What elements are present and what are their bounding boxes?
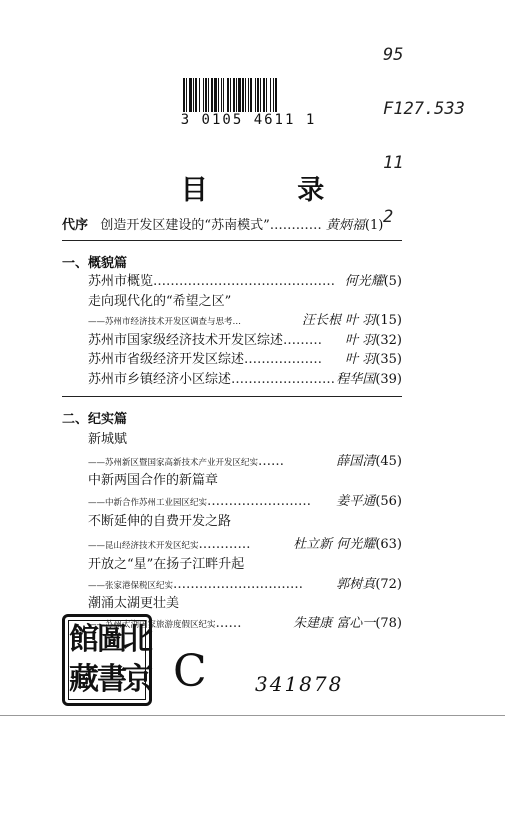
- toc-entry-title: ——张家港保税区纪实: [88, 581, 174, 591]
- toc-entry: [88, 537, 402, 554]
- toc-entry: [88, 577, 402, 594]
- toc-entry-page: (32): [375, 333, 402, 348]
- toc-entry: [88, 294, 231, 310]
- leader-dots: ……………………: [231, 372, 336, 387]
- toc-entry-title: 苏州市省级经济开发区综述: [88, 352, 245, 367]
- toc-entry: [88, 432, 127, 448]
- toc-entry-right: [345, 352, 402, 368]
- handwritten-line: 11: [383, 153, 404, 173]
- toc-entry-page: (5): [383, 274, 402, 289]
- toc-entry-title: ——苏州太湖国家旅游度假区纪实: [88, 620, 216, 630]
- preface-entry: [62, 218, 383, 234]
- toc-entry-title: 不断延伸的自费开发之路: [88, 514, 232, 529]
- leader-dots: ……………………: [207, 494, 312, 509]
- bottom-divider: [0, 715, 505, 716]
- toc-entry-author: 叶 羽: [345, 352, 376, 367]
- divider: [62, 240, 402, 241]
- toc-entry: [88, 514, 231, 530]
- page-title: 目 录: [180, 175, 365, 206]
- toc-entry-title: 开放之“星”在扬子江畔升起: [88, 557, 245, 572]
- leader-dots: ………………: [244, 352, 323, 367]
- toc-entry-author: 郭树真: [336, 577, 376, 592]
- preface-author: 黄炳福: [325, 218, 365, 233]
- stamp-char: 藏: [69, 662, 99, 697]
- toc-entry-title: 潮涌太湖更壮美: [88, 596, 180, 611]
- toc-entry: [88, 454, 402, 471]
- stamp-char: 北: [123, 622, 153, 657]
- toc-entry-right: [293, 616, 402, 632]
- toc-entry-title: 苏州市概览: [88, 274, 154, 289]
- stamp-char: 京: [123, 662, 153, 697]
- toc-entry: [88, 494, 402, 511]
- section-heading: 二、纪实篇: [62, 412, 128, 427]
- call-letter: C: [173, 646, 207, 697]
- toc-entry-right: [302, 313, 402, 329]
- toc-entry-right: [345, 333, 402, 349]
- toc-entry: [88, 596, 179, 612]
- toc-entry-page: (15): [375, 313, 402, 328]
- section-heading: 一、概貌篇: [62, 256, 128, 271]
- preface-label: 代序: [62, 218, 89, 233]
- toc-entry: [88, 352, 402, 368]
- toc-entry: [88, 333, 402, 349]
- toc-entry-right: [336, 454, 402, 470]
- leader-dots: ……: [258, 454, 285, 469]
- leader-dots: ……: [215, 616, 242, 631]
- toc-entry: [88, 473, 218, 489]
- toc-entry-right: [336, 577, 402, 593]
- toc-entry-page: (39): [375, 372, 402, 387]
- toc-entry-author: 汪长根 叶 羽: [302, 313, 376, 328]
- toc-entry-page: (72): [375, 577, 402, 592]
- toc-entry: [88, 372, 402, 388]
- toc-entry-title: ——昆山经济技术开发区纪实: [88, 541, 199, 551]
- divider: [62, 396, 402, 397]
- handwritten-line: 95: [383, 45, 404, 65]
- toc-entry-author: 程华国: [336, 372, 376, 387]
- accession-number: 341878: [255, 672, 344, 696]
- toc-entry-page: (35): [375, 352, 402, 367]
- leader-dots: …………………………: [173, 577, 304, 592]
- toc-entry-title: ——中新合作苏州工业园区纪实: [88, 498, 208, 508]
- stamp-char: 館: [69, 622, 99, 657]
- barcode-number: 3 0105 4611 1: [180, 112, 317, 128]
- toc-entry-page: (45): [375, 454, 402, 469]
- leader-dots: ……………………………………: [153, 274, 336, 289]
- handwritten-call-number: [383, 10, 465, 244]
- leader-dots: …………: [198, 537, 251, 552]
- leader-dots: ………: [283, 333, 323, 348]
- toc-entry-page: (78): [375, 616, 402, 631]
- toc-entry-author: 姜平通: [336, 494, 376, 509]
- toc-entry: [88, 557, 244, 573]
- toc-entry-title: 中新两国合作的新篇章: [88, 473, 219, 488]
- toc-entry-title: 新城赋: [88, 432, 128, 447]
- toc-entry-author: 朱建康 富心一: [293, 616, 376, 631]
- toc-entry-title: 走向现代化的“希望之区”: [88, 294, 232, 309]
- toc-entry-author: 叶 羽: [345, 333, 376, 348]
- leader-dots: …………: [269, 218, 322, 233]
- toc-entry-author: 薛国清: [336, 454, 376, 469]
- handwritten-line: F127.533: [383, 99, 465, 119]
- toc-entry-page: (63): [375, 537, 402, 552]
- preface-page: (1): [364, 218, 384, 233]
- toc-entry-page: (56): [375, 494, 402, 509]
- toc-entry-right: [293, 537, 402, 553]
- preface-title: 创造开发区建设的“苏南模式”: [100, 218, 270, 233]
- toc-entry-title: 苏州市国家级经济技术开发区综述: [88, 333, 284, 348]
- handwritten-line: 2: [383, 207, 394, 227]
- toc-entry-title: 苏州市乡镇经济小区综述: [88, 372, 232, 387]
- toc-entry: [88, 274, 402, 290]
- toc-entry-right: [345, 274, 402, 290]
- library-stamp: [62, 614, 152, 706]
- stamp-char: 書: [97, 662, 127, 697]
- stamp-char: 圖: [97, 622, 127, 657]
- barcode: [183, 78, 311, 112]
- toc-entry-right: [336, 494, 402, 510]
- toc-entry: [88, 313, 402, 330]
- toc-entry-title: ——苏州新区暨国家高新技术产业开发区纪实: [88, 458, 259, 468]
- toc-entry-author: 杜立新 何光耀: [293, 537, 376, 552]
- toc-entry-author: 何光耀: [344, 274, 384, 289]
- toc-entry-title: ——苏州市经济技术开发区调查与思考…: [88, 317, 242, 327]
- toc-entry-right: [336, 372, 402, 388]
